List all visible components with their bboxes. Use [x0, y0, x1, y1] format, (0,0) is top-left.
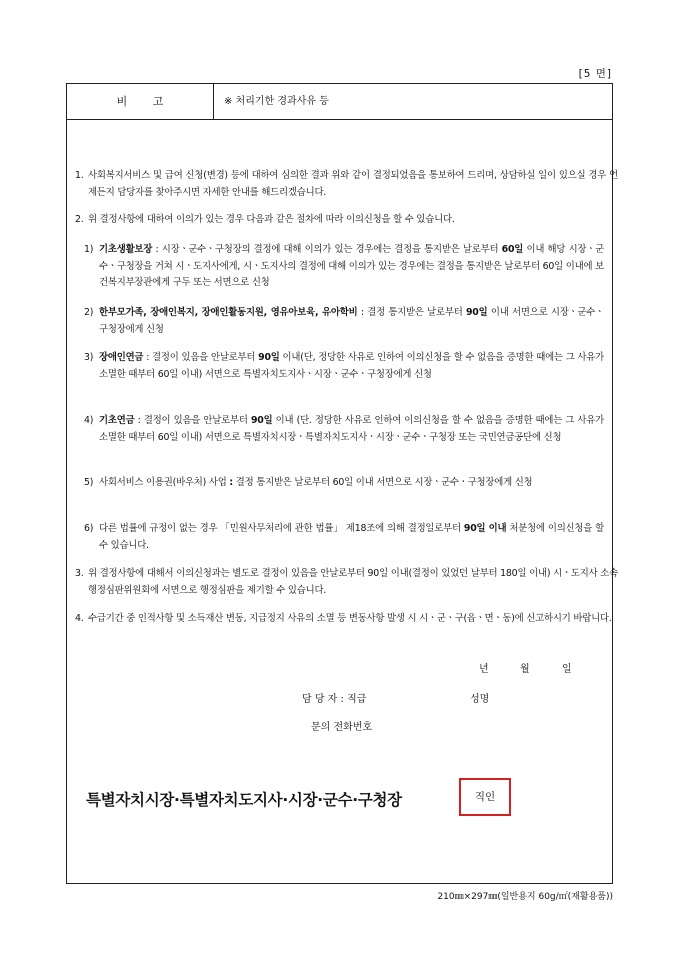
item-text: 수급기간 중 인적사항 및 소득재산 변동, 지급정지 사유의 소멸 등 변동사항 발생 시 시ㆍ군ㆍ구(읍ㆍ면ㆍ동)에 신고하시기 바랍니다. — [88, 613, 612, 624]
item-number: 1) — [84, 244, 94, 255]
notice-item-2 — [75, 212, 618, 229]
item-text: 기초연금 : 결정이 있음을 안날로부터 90일 이내 (단. 정당한 사유로 인하여 이의신청을 할 수 없음을 증명한 때에는 그 사유가 소멸한 때부터 60일 이내) 서면으로 특별자치시장ㆍ특별자치도지사ㆍ시장ㆍ군수ㆍ구청장 또는 국민연금공단에 신청 — [99, 415, 605, 443]
item-number: 4. — [75, 613, 84, 624]
item-number: 1. — [75, 170, 84, 181]
notice-subitem-3 — [84, 350, 604, 383]
notice-subitem-6 — [84, 521, 604, 554]
paper-spec-footer: 210㎜×297㎜(일반용지 60g/㎡(재활용품)) — [437, 892, 613, 902]
item-number: 4) — [84, 415, 94, 426]
item-number: 3. — [75, 568, 84, 579]
contact-phone-label: 문의 전화번호 — [311, 722, 373, 733]
item-text: 한부모가족, 장애인복지, 장애인활동지원, 영유아보육, 유아학비 : 결정 통지받은 날로부터 90일 이내 서면으로 시장ㆍ군수ㆍ구청장에게 신청 — [99, 307, 604, 335]
notice-item-4 — [75, 611, 618, 628]
date-day-label: 일 — [562, 664, 572, 675]
item-number: 2. — [75, 214, 84, 225]
notice-item-3 — [75, 566, 618, 599]
item-text: 사회복지서비스 및 급여 신청(변경) 등에 대하여 심의한 결과 위와 같이 결정되었음을 통보하여 드리며, 상담하실 일이 있으실 경우 언제든지 담당자를 찾아주시면 자세한 안내를 해드리겠습니다. — [88, 170, 618, 198]
official-seal-box: 직인 — [459, 778, 511, 816]
notice-item-1 — [75, 168, 618, 201]
item-number: 2) — [84, 307, 94, 318]
item-text: 위 결정사항에 대하여 이의가 있는 경우 다음과 같은 절차에 따라 이의신청을 할 수 있습니다. — [88, 214, 455, 225]
person-name-label: 성명 — [470, 694, 490, 705]
person-in-charge-label: 담 당 자 : 직급 — [302, 694, 367, 705]
date-year-label: 년 — [479, 664, 489, 675]
item-text: 장애인연금 : 결정이 있음을 안날로부터 90일 이내(단, 정당한 사유로 인하여 이의신청을 할 수 없음을 증명한 때에는 그 사유가 소멸한 때부터 60일 이내) 서면으로 특별자치도지사ㆍ시장ㆍ군수ㆍ구청장에게 신청 — [99, 352, 604, 380]
notice-form — [66, 83, 618, 884]
item-text: 기초생활보장 : 시장ㆍ군수ㆍ구청장의 결정에 대해 이의가 있는 경우에는 결정을 통지받은 날로부터 60일 이내 해당 시장ㆍ군수ㆍ구청장을 거쳐 시ㆍ도지사에게, 시ㆍ도지사의 결정에 대해 이의가 있는 경우에는 결정을 통지받은 날로부터 60일 이내에 보건복지부장관에게 구두 또는 서면으로 신청 — [99, 244, 604, 288]
notice-subitem-5 — [84, 475, 604, 492]
remarks-label: 비 고 — [67, 84, 214, 119]
item-text: 위 결정사항에 대해서 이의신청과는 별도로 결정이 있음을 안날로부터 90일 이내(결정이 있었던 날부터 180일 이내) 시ㆍ도지사 소속 행정심판위원회에 서면으로 행정심판을 제기할 수 있습니다. — [88, 568, 618, 596]
remarks-note: ※ 처리기한 경과사유 등 — [224, 96, 329, 107]
notice-subitem-2 — [84, 305, 604, 338]
item-text: 다른 법률에 규정이 없는 경우 「민원사무처리에 관한 법률」 제18조에 의해 결정일로부터 90일 이내 처분청에 이의신청을 할 수 있습니다. — [99, 523, 605, 551]
issuing-authority: 특별자치시장·특별자치도지사·시장·군수·구청장 — [86, 791, 402, 809]
remarks-row — [67, 84, 612, 120]
notice-subitem-1 — [84, 242, 604, 292]
item-number: 5) — [84, 477, 94, 488]
item-text: 사회서비스 이용권(바우처) 사업 : 결정 통지받은 날로부터 60일 이내 서면으로 시장ㆍ군수ㆍ구청장에게 신청 — [99, 477, 533, 488]
date-month-label: 월 — [520, 664, 530, 675]
notice-subitem-4 — [84, 413, 604, 446]
item-number: 3) — [84, 352, 94, 363]
item-number: 6) — [84, 523, 94, 534]
page-number: [5 면] — [578, 68, 612, 80]
